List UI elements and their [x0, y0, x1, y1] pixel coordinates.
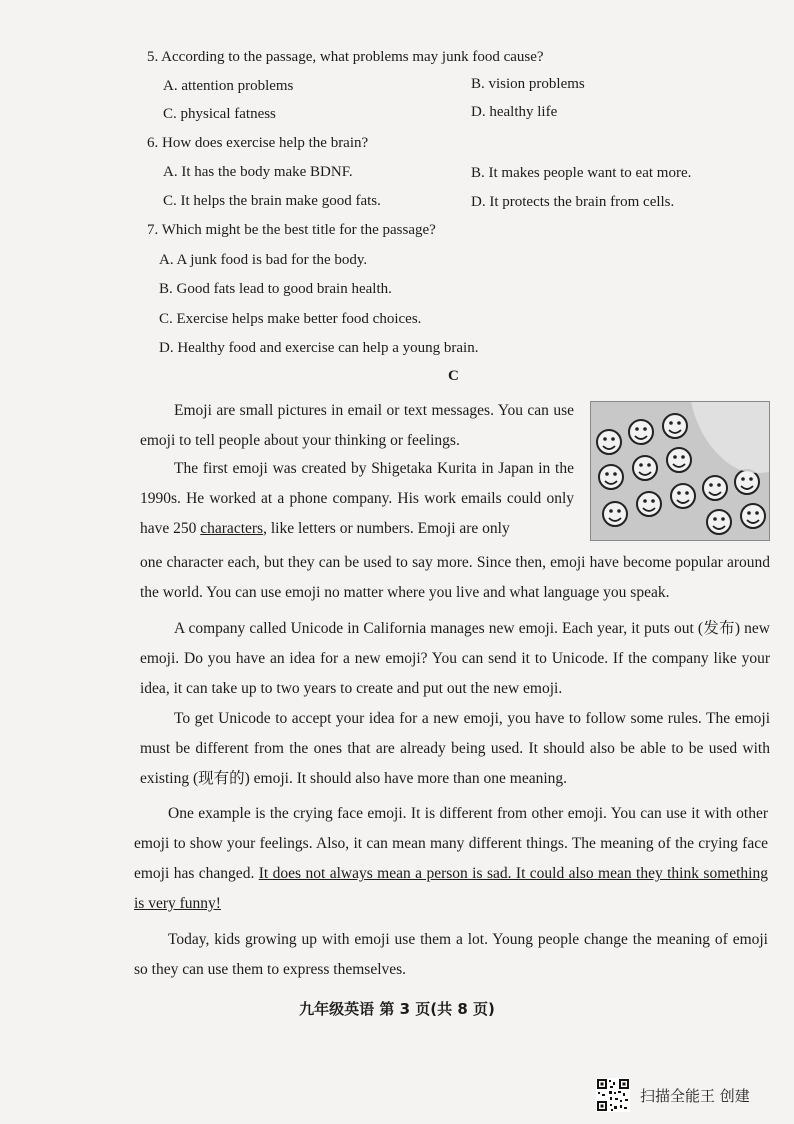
question-5-option-a: A. attention problems — [163, 78, 294, 94]
paragraph-5-text: One example is the crying face emoji. It is different from other emoji. You can use it with other emoji to show your feelings. Also, it can mean many different things. The meaning of the crying face emoji has changed. — [134, 805, 768, 882]
question-6-option-a: A. It has the body make BDNF. — [163, 164, 353, 180]
paragraph-6-text: Today, kids growing up with emoji use them a lot. Young people change the meaning of emoji so they can use them to express themselves. — [134, 931, 768, 978]
question-6-option-d: D. It protects the brain from cells. — [471, 194, 675, 210]
question-6-stem: 6. How does exercise help the brain? — [147, 135, 369, 151]
question-7-option-b: B. Good fats lead to good brain health. — [159, 281, 392, 297]
passage-paragraph-3 — [140, 614, 770, 704]
paragraph-3-text: A company called Unicode in California manages new emoji. Each year, it puts out (发布) new emoji. Do you have an idea for a new emoji? You can send it to Unicode. If the company like your idea, it can take up to two years to create and put out the new emoji. — [140, 620, 770, 697]
question-6-option-c: C. It helps the brain make good fats. — [163, 193, 381, 209]
question-5-option-d: D. healthy life — [471, 104, 558, 120]
scanner-watermark: 扫描全能王 创建 — [640, 1087, 750, 1105]
question-7-option-a: A. A junk food is bad for the body. — [159, 252, 368, 268]
qr-code-icon — [596, 1078, 630, 1112]
question-7-option-c: C. Exercise helps make better food choices. — [159, 311, 422, 327]
question-5-option-b: B. vision problems — [471, 76, 585, 92]
passage-paragraph-5 — [134, 799, 768, 919]
underlined-sentence: It does not always mean a person is sad. It could also mean they think something is very funny! — [134, 865, 768, 912]
emoji-photo — [590, 401, 770, 541]
question-6-option-b: B. It makes people want to eat more. — [471, 165, 692, 181]
passage-paragraph-2-continued: one character each, but they can be used to say more. Since then, emoji have become popular around the world. You can use emoji no matter where you live and what language you speak. — [140, 554, 770, 601]
paragraph-2-text-end: , like letters or numbers. Emoji are only — [263, 520, 510, 537]
question-7-stem: 7. Which might be the best title for the passage? — [147, 222, 436, 238]
section-heading: C — [448, 368, 459, 384]
emoji-faces-illustration — [591, 402, 769, 540]
question-5-option-c: C. physical fatness — [163, 106, 276, 122]
page-footer: 九年级英语 第 3 页(共 8 页) — [299, 1000, 495, 1018]
question-5-stem: 5. According to the passage, what problems may junk food cause? — [147, 49, 544, 65]
paragraph-1-text: Emoji are small pictures in email or text messages. You can use emoji to tell people about your thinking or feelings. — [140, 402, 574, 449]
passage-paragraph-6 — [134, 925, 768, 985]
underlined-word-characters: characters — [200, 520, 264, 537]
passage-paragraph-1 — [140, 396, 574, 456]
paragraph-2-text-start: The first emoji was created by Shigetaka Kurita in Japan in the 1990s. He worked at a phone company. His work emails could only have 250 — [140, 460, 574, 537]
paragraph-4-text: To get Unicode to accept your idea for a new emoji, you have to follow some rules. The emoji must be different from the ones that are already being used. It should also be able to be used with existing (现有的) emoji. It should also have more than one meaning. — [140, 710, 770, 787]
question-7-option-d: D. Healthy food and exercise can help a young brain. — [159, 340, 479, 356]
passage-paragraph-4 — [140, 704, 770, 794]
passage-paragraph-2 — [140, 454, 574, 544]
